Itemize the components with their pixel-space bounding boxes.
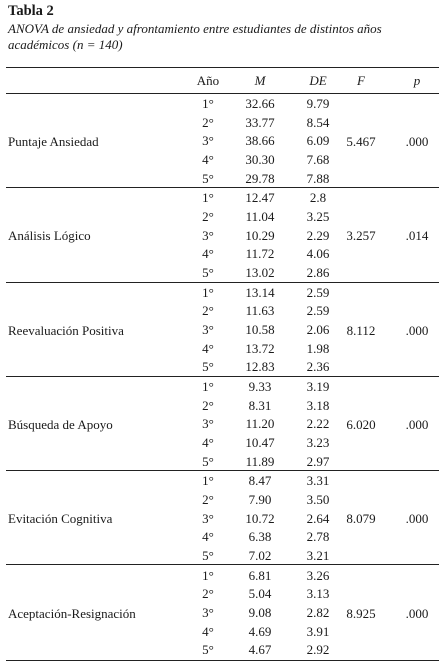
mean-cell: 6.81 [248,567,272,583]
mean-cell: 9.33 [248,378,272,394]
variable-group [6,471,439,565]
year-cell: 2° [202,397,214,413]
mean-cell: 4.67 [248,642,272,658]
f-value: 6.020 [346,416,376,432]
year-cell: 5° [202,265,214,281]
f-value: 5.467 [346,134,376,149]
variable-group [6,283,439,377]
p-value: .000 [405,416,429,432]
year-cell: 3° [202,604,214,620]
table-caption: ANOVA de ansiedad y afrontamiento entre estudiantes de distintos años académicos (n = 140) [8,21,382,52]
table-row [6,492,439,511]
header-mean: M [254,73,266,88]
mean-cell: 11.20 [245,416,275,432]
sd-cell: 8.54 [306,114,330,130]
table-row [6,96,439,115]
table-row [6,379,439,398]
sd-cell: 2.06 [306,321,330,337]
sd-cell: 2.78 [306,529,330,545]
year-cell: 4° [202,340,214,356]
sd-cell: 3.50 [306,491,330,507]
table-row [6,568,439,587]
table-row [6,435,439,454]
mean-cell: 11.89 [245,453,275,469]
sd-cell: 6.09 [306,133,330,149]
sd-cell: 2.86 [306,265,330,281]
p-value: .000 [405,511,429,527]
year-cell: 5° [202,453,214,469]
year-cell: 1° [202,284,214,300]
sd-cell: 9.79 [306,96,330,111]
p-value: .000 [405,322,429,338]
mean-cell: 6.38 [248,529,272,545]
mean-cell: 33.77 [245,114,275,130]
table-row [6,586,439,605]
year-cell: 4° [202,246,214,262]
p-value: .000 [405,605,429,621]
p-value: .000 [405,134,429,149]
year-cell: 3° [202,133,214,149]
header-sd: DE [309,73,327,88]
top-rule [6,67,439,68]
mean-cell: 29.78 [245,170,275,186]
table-row [6,624,439,643]
year-cell: 3° [202,321,214,337]
mean-cell: 38.66 [245,133,275,149]
sd-cell: 3.23 [306,434,330,450]
year-cell: 5° [202,642,214,658]
sd-cell: 2.8 [309,190,327,206]
variable-group [6,377,439,471]
table-title: Tabla 2 [8,3,54,19]
variable-group [6,94,439,188]
sd-cell: 3.31 [306,473,330,489]
mean-cell: 11.04 [245,208,275,224]
mean-cell: 10.58 [245,321,275,337]
sd-cell: 2.59 [306,303,330,319]
sd-cell: 2.97 [306,453,330,469]
mean-cell: 10.47 [245,434,275,450]
year-cell: 4° [202,529,214,545]
mean-cell: 9.08 [248,604,272,620]
mean-cell: 4.69 [248,623,272,639]
mean-cell: 11.63 [245,303,275,319]
variable-name: Reevaluación Positiva [8,322,124,338]
sd-cell: 2.82 [306,604,330,620]
year-cell: 3° [202,510,214,526]
mean-cell: 12.47 [245,190,275,206]
mean-cell: 7.02 [248,547,272,563]
table-row [6,303,439,322]
year-cell: 4° [202,623,214,639]
variable-name: Aceptación-Resignación [8,605,136,621]
sd-cell: 4.06 [306,246,330,262]
p-value: .014 [405,228,429,244]
sd-cell: 2.29 [306,227,330,243]
sd-cell: 2.36 [306,359,330,375]
table-row [6,398,439,417]
mean-cell: 8.47 [248,473,272,489]
mean-cell: 7.90 [248,491,272,507]
mean-cell: 13.14 [245,284,275,300]
mean-cell: 13.02 [245,265,275,281]
year-cell: 5° [202,170,214,186]
sd-cell: 7.68 [306,152,330,168]
year-cell: 1° [202,96,214,111]
year-cell: 3° [202,227,214,243]
f-value: 8.079 [346,511,376,527]
year-cell: 3° [202,416,214,432]
year-cell: 4° [202,434,214,450]
sd-cell: 3.26 [306,567,330,583]
sd-cell: 3.21 [306,547,330,563]
mean-cell: 32.66 [245,96,275,111]
year-cell: 1° [202,567,214,583]
sd-cell: 2.22 [306,416,330,432]
table-row [6,209,439,228]
mean-cell: 8.31 [248,397,272,413]
header-f: F [357,73,365,88]
table-row [6,341,439,360]
sd-cell: 2.64 [306,510,330,526]
header-p: p [413,73,421,88]
header-year: Año [196,73,220,88]
year-cell: 1° [202,378,214,394]
sd-cell: 3.25 [306,208,330,224]
table-row [6,473,439,492]
f-value: 8.112 [346,322,376,338]
table-row [6,190,439,209]
mean-cell: 30.30 [245,152,275,168]
table-row [6,115,439,134]
year-cell: 5° [202,359,214,375]
mean-cell: 10.29 [245,227,275,243]
sd-cell: 2.92 [306,642,330,658]
table-row [6,285,439,304]
year-cell: 2° [202,208,214,224]
year-cell: 1° [202,473,214,489]
sd-cell: 3.13 [306,586,330,602]
mean-cell: 12.83 [245,359,275,375]
variable-group [6,188,439,282]
sd-cell: 1.98 [306,340,330,356]
f-value: 3.257 [346,228,376,244]
table-row [6,246,439,265]
table-row [6,642,439,661]
table-row [6,529,439,548]
year-cell: 2° [202,114,214,130]
sd-cell: 3.19 [306,378,330,394]
year-cell: 5° [202,547,214,563]
variable-name: Evitación Cognitiva [8,511,113,527]
mean-cell: 5.04 [248,586,272,602]
year-cell: 1° [202,190,214,206]
year-cell: 2° [202,303,214,319]
year-cell: 2° [202,586,214,602]
bottom-rule [6,660,439,661]
variable-name: Análisis Lógico [8,228,91,244]
variable-name: Búsqueda de Apoyo [8,416,113,432]
sd-cell: 3.91 [306,623,330,639]
variable-name: Puntaje Ansiedad [8,134,99,149]
sd-cell: 2.59 [306,284,330,300]
mean-cell: 10.72 [245,510,275,526]
table-row [6,152,439,171]
year-cell: 2° [202,491,214,507]
mean-cell: 13.72 [245,340,275,356]
sd-cell: 3.18 [306,397,330,413]
variable-group [6,566,439,660]
sd-cell: 7.88 [306,170,330,186]
year-cell: 4° [202,152,214,168]
mean-cell: 11.72 [245,246,275,262]
f-value: 8.925 [346,605,376,621]
